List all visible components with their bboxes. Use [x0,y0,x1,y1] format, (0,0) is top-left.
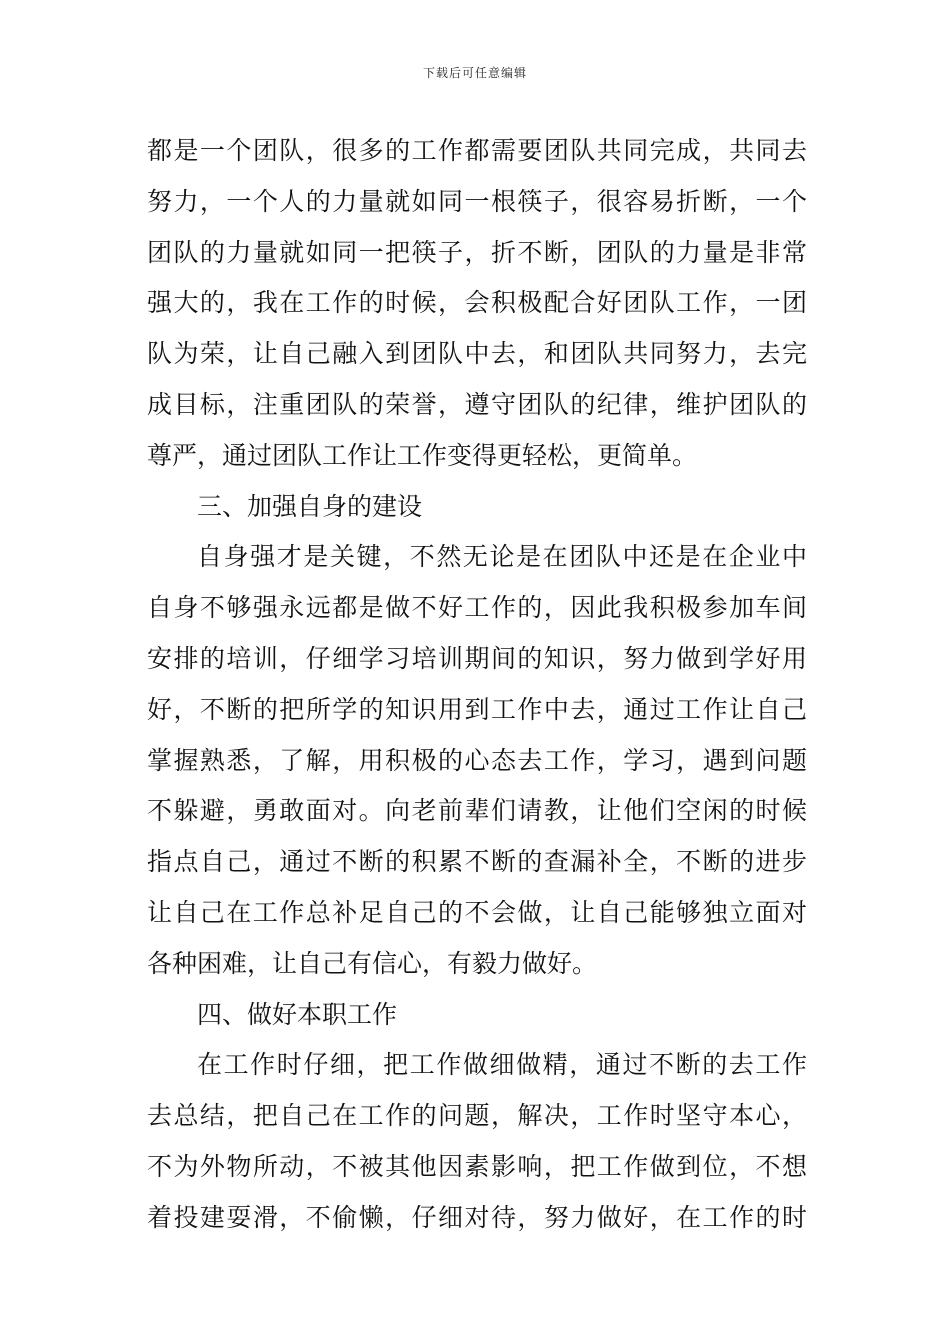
paragraph-line: 强大的，我在工作的时候，会积极配合好团队工作，一团 [147,288,807,318]
paragraph-line: 去总结，把自己在工作的问题，解决，工作时坚守本心， [147,1101,807,1131]
paragraph-line: 队为荣，让自己融入到团队中去，和团队共同努力，去完 [147,339,807,369]
section-heading: 三、加强自身的建设 [197,491,423,521]
page-header: 下载后可任意编辑 [422,66,527,80]
paragraph-line: 努力，一个人的力量就如同一根筷子，很容易折断，一个 [147,186,807,216]
paragraph-line: 都是一个团队，很多的工作都需要团队共同完成，共同去 [147,136,807,165]
paragraph-line: 不为外物所动，不被其他因素影响，把工作做到位，不想 [147,1151,807,1181]
section-heading: 四、做好本职工作 [197,999,398,1029]
paragraph-line: 不躲避，勇敢面对。向老前辈们请教，让他们空闲的时候 [147,796,807,826]
paragraph-line: 自身强才是关键，不然无论是在团队中还是在企业中 [197,542,807,572]
paragraph-line: 在工作时仔细，把工作做细做精，通过不断的去工作 [197,1050,807,1080]
paragraph-line: 团队的力量就如同一把筷子，折不断，团队的力量是非常 [147,237,807,267]
paragraph-line: 着投建耍滑，不偷懒，仔细对待，努力做好，在工作的时 [147,1202,807,1232]
paragraph-line: 指点自己，通过不断的积累不断的查漏补全，不断的进步 [147,847,807,877]
paragraph-line: 各种困难，让自己有信心，有毅力做好。 [147,948,598,978]
paragraph-line: 好，不断的把所学的知识用到工作中去，通过工作让自己 [147,694,807,724]
paragraph-line: 成目标，注重团队的荣誉，遵守团队的纪律，维护团队的 [147,389,807,419]
paragraph-line: 掌握熟悉，了解，用积极的心态去工作，学习，遇到问题 [147,745,807,775]
paragraph-line: 尊严，通过团队工作让工作变得更轻松，更简单。 [147,440,698,470]
paragraph-line: 自身不够强永远都是做不好工作的，因此我积极参加车间 [147,593,807,623]
paragraph-line: 让自己在工作总补足自己的不会做，让自己能够独立面对 [147,897,807,927]
body-text [147,126,807,1244]
paragraph-line: 安排的培训，仔细学习培训期间的知识，努力做到学好用 [147,643,807,673]
